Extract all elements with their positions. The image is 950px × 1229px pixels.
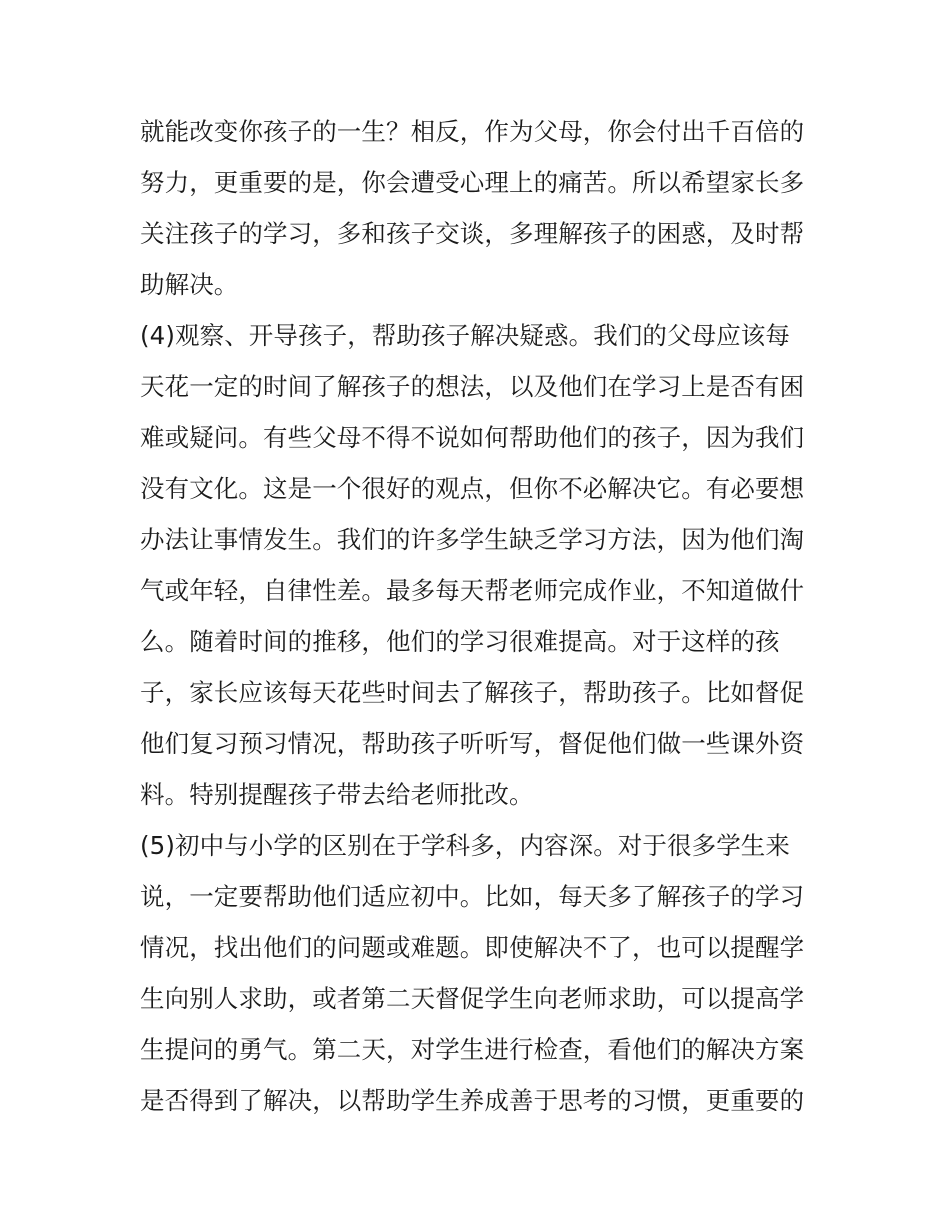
text-line: 气或年轻，自律性差。最多每天帮老师完成作业，不知道做什 bbox=[140, 576, 805, 605]
text-line: 情况，找出他们的问题或难题。即使解决不了，也可以提醒学 bbox=[140, 933, 805, 962]
text-line: 是否得到了解决，以帮助学生养成善于思考的习惯，更重要的 bbox=[140, 1086, 805, 1115]
text-line: (5)初中与小学的区别在于学科多，内容深。对于很多学生来 bbox=[140, 831, 791, 860]
text-line: 助解决。 bbox=[140, 270, 239, 299]
text-line: 难或疑问。有些父母不得不说如何帮助他们的孩子，因为我们 bbox=[140, 423, 805, 452]
text-line: 天花一定的时间了解孩子的想法，以及他们在学习上是否有困 bbox=[140, 372, 805, 401]
text-line: 努力，更重要的是，你会遭受心理上的痛苦。所以希望家长多 bbox=[140, 168, 805, 197]
text-line: 说，一定要帮助他们适应初中。比如，每天多了解孩子的学习 bbox=[140, 882, 805, 911]
text-line: 料。特别提醒孩子带去给老师批改。 bbox=[140, 780, 534, 809]
text-line: 办法让事情发生。我们的许多学生缺乏学习方法，因为他们淘 bbox=[140, 525, 805, 554]
text-line: 生提问的勇气。第二天，对学生进行检查，看他们的解决方案 bbox=[140, 1035, 805, 1064]
text-line: 生向别人求助，或者第二天督促学生向老师求助，可以提高学 bbox=[140, 984, 805, 1013]
text-line: 么。随着时间的推移，他们的学习很难提高。对于这样的孩 bbox=[140, 627, 780, 656]
document-page bbox=[140, 106, 816, 1126]
text-line: 子，家长应该每天花些时间去了解孩子，帮助孩子。比如督促 bbox=[140, 678, 805, 707]
text-line: 就能改变你孩子的一生？相反，作为父母，你会付出千百倍的 bbox=[140, 117, 805, 146]
text-line: 他们复习预习情况，帮助孩子听听写，督促他们做一些课外资 bbox=[140, 729, 805, 758]
text-line: (4)观察、开导孩子，帮助孩子解决疑惑。我们的父母应该每 bbox=[140, 321, 791, 350]
text-line: 没有文化。这是一个很好的观点，但你不必解决它。有必要想 bbox=[140, 474, 805, 503]
text-line: 关注孩子的学习，多和孩子交谈，多理解孩子的困惑，及时帮 bbox=[140, 219, 805, 248]
